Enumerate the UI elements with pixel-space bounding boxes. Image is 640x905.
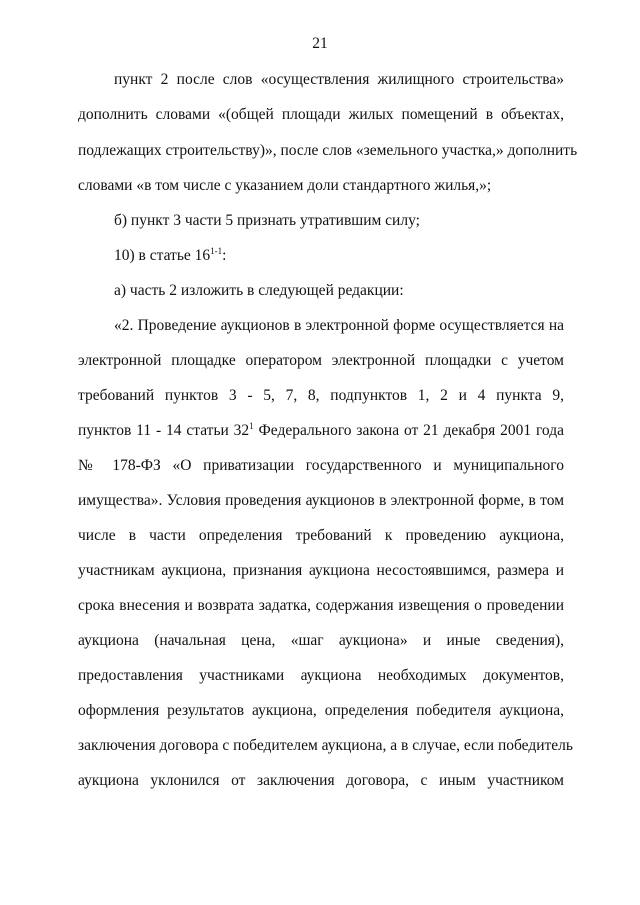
article-16-text: 10) в статье 16 [114,247,211,264]
text-line-9: электронной площадке оператором электронной площадки с учетом [78,352,564,369]
article-32-superscript: 1 [249,421,254,431]
text-line-6 [114,246,564,266]
text-line-18: предоставления участниками аукциона необходимых документов, [78,667,564,684]
text-line-11 [78,421,564,441]
page-number: 21 [312,35,328,52]
text-line-1: пункт 2 после слов «осуществления жилищного строительства» [114,71,564,88]
text-line-17: аукциона (начальная цена, «шаг аукциона» и иные сведения), [78,632,564,649]
text-line-14: числе в части определения требований к проведению аукциона, [78,527,564,544]
text-line-12: № 178-ФЗ «О приватизации государственного и муниципального [78,457,564,474]
text-line-5: б) пункт 3 части 5 признать утратившим силу; [114,212,420,229]
text-line-10: требований пунктов 3 - 5, 7, 8, подпунктов 1, 2 и 4 пункта 9, [78,387,564,404]
text-line-13: имущества». Условия проведения аукционов в электронной форме, в том [78,492,564,509]
text-line-2: дополнить словами «(общей площади жилых помещений в объектах, [78,106,564,123]
text-line-21: аукциона уклонился от заключения договора, с иным участником [78,772,564,789]
text-line-8: «2. Проведение аукционов в электронной форме осуществляется на [114,317,564,334]
article-16-superscript: 1-1 [210,246,223,256]
article-16-tail: : [222,247,227,264]
text-line-19: оформления результатов аукциона, определения победителя аукциона, [78,702,564,719]
article-32-tail: Федерального закона от 21 декабря 2001 года [253,422,564,439]
article-32-text: пунктов 11 - 14 статьи 32 [78,422,250,439]
text-line-3: подлежащих строительству)», после слов «земельного участка,» дополнить [78,142,578,159]
text-line-4: словами «в том числе с указанием доли стандартного жилья,»; [78,177,492,194]
text-line-16: срока внесения и возврата задатка, содержания извещения о проведении [78,597,564,614]
text-line-15: участникам аукциона, признания аукциона несостоявшимся, размера и [78,562,564,579]
text-line-7: а) часть 2 изложить в следующей редакции: [114,282,404,299]
text-line-20: заключения договора с победителем аукциона, а в случае, если победитель [78,737,573,754]
